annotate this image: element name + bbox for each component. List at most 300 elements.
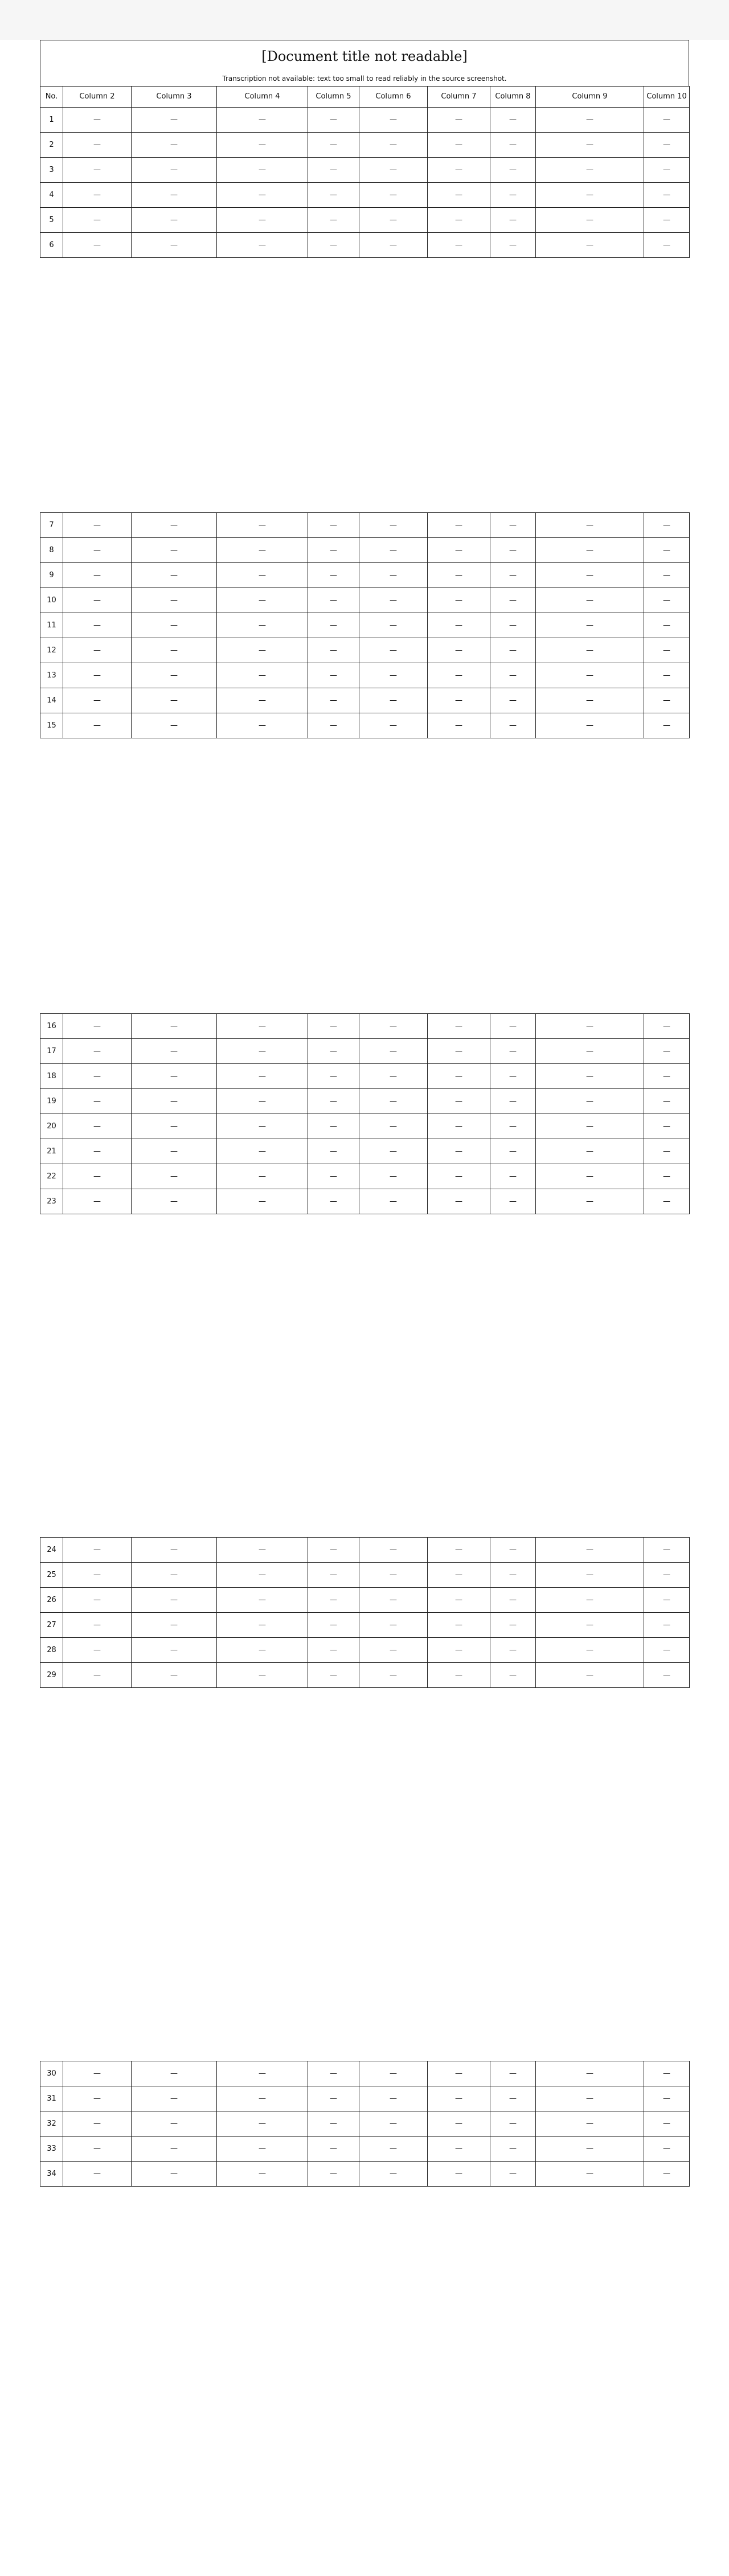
table-cell: — (63, 563, 132, 588)
table-cell: — (359, 1139, 428, 1164)
table-cell: — (359, 1588, 428, 1613)
table-cell: — (428, 1039, 490, 1064)
table-cell: — (644, 2061, 690, 2086)
table-cell: — (490, 1613, 536, 1638)
table-cell: — (63, 233, 132, 258)
table-body-4 (40, 1538, 690, 1688)
table-cell: — (536, 613, 644, 638)
table-row (40, 1613, 690, 1638)
table-cell: — (308, 1039, 359, 1064)
table-row (40, 233, 690, 258)
table-cell: — (536, 688, 644, 713)
table-cell: — (217, 158, 308, 183)
table-row (40, 1064, 690, 1089)
table-cell: — (644, 1114, 690, 1139)
table-cell: — (359, 1064, 428, 1089)
table-cell: — (359, 133, 428, 158)
table-cell: — (308, 1563, 359, 1588)
table-cell: — (217, 1663, 308, 1688)
table-row (40, 1039, 690, 1064)
table-cell: — (308, 158, 359, 183)
row-number: 26 (40, 1588, 63, 1613)
row-number: 18 (40, 1064, 63, 1089)
table-cell: — (217, 1613, 308, 1638)
table-cell: — (644, 1164, 690, 1189)
table-cell: — (63, 713, 132, 738)
row-number: 30 (40, 2061, 63, 2086)
table-cell: — (490, 1663, 536, 1688)
table-cell: — (428, 233, 490, 258)
table-cell: — (536, 1139, 644, 1164)
table-cell: — (644, 538, 690, 563)
table-cell: — (428, 158, 490, 183)
table-cell: — (217, 108, 308, 133)
table-cell: — (536, 108, 644, 133)
table-row (40, 1563, 690, 1588)
table-cell: — (217, 1139, 308, 1164)
table-cell: — (536, 133, 644, 158)
table-row (40, 1189, 690, 1214)
table-cell: — (644, 183, 690, 208)
table-cell: — (536, 2162, 644, 2187)
table-cell: — (644, 663, 690, 688)
table-cell: — (63, 638, 132, 663)
table-row (40, 2162, 690, 2187)
table-cell: — (217, 183, 308, 208)
col-header: Column 7 (428, 87, 490, 108)
row-number: 16 (40, 1014, 63, 1039)
table-cell: — (428, 1613, 490, 1638)
table-row (40, 183, 690, 208)
table-row (40, 663, 690, 688)
table-cell: — (132, 1663, 217, 1688)
table-cell: — (490, 108, 536, 133)
table-cell: — (428, 1114, 490, 1139)
table-cell: — (132, 1139, 217, 1164)
table-cell: — (490, 1039, 536, 1064)
table-cell: — (428, 108, 490, 133)
table-row (40, 588, 690, 613)
table-cell: — (359, 2162, 428, 2187)
table-cell: — (132, 2111, 217, 2137)
table-cell: — (536, 233, 644, 258)
row-number: 32 (40, 2111, 63, 2137)
table-cell: — (63, 2061, 132, 2086)
table-cell: — (132, 2137, 217, 2162)
table-cell: — (536, 1638, 644, 1663)
table-cell: — (490, 613, 536, 638)
table-row (40, 1164, 690, 1189)
table-cell: — (490, 1189, 536, 1214)
table-cell: — (536, 538, 644, 563)
table-row (40, 613, 690, 638)
table-cell: — (536, 638, 644, 663)
table-cell: — (359, 1039, 428, 1064)
table-cell: — (428, 1538, 490, 1563)
table-cell: — (359, 1189, 428, 1214)
table-cell: — (490, 1588, 536, 1613)
table-cell: — (217, 1064, 308, 1089)
table-cell: — (308, 663, 359, 688)
row-number: 9 (40, 563, 63, 588)
table-cell: — (359, 1538, 428, 1563)
table-cell: — (490, 1638, 536, 1663)
table-cell: — (536, 158, 644, 183)
table-cell: — (217, 1114, 308, 1139)
row-number: 22 (40, 1164, 63, 1189)
table-cell: — (428, 208, 490, 233)
table-cell: — (644, 1014, 690, 1039)
table-cell: — (132, 233, 217, 258)
table-cell: — (359, 1638, 428, 1663)
table-row (40, 538, 690, 563)
table-cell: — (644, 713, 690, 738)
table-cell: — (536, 513, 644, 538)
table-cell: — (490, 688, 536, 713)
row-number: 7 (40, 513, 63, 538)
table-cell: — (490, 2162, 536, 2187)
table-cell: — (490, 713, 536, 738)
row-number: 23 (40, 1189, 63, 1214)
row-number: 31 (40, 2086, 63, 2111)
table-cell: — (308, 133, 359, 158)
table-cell: — (63, 613, 132, 638)
table-cell: — (132, 1638, 217, 1663)
table-cell: — (536, 1563, 644, 1588)
table-cell: — (63, 1014, 132, 1039)
table-cell: — (536, 713, 644, 738)
table-cell: — (359, 2086, 428, 2111)
table-cell: — (536, 563, 644, 588)
table-cell: — (132, 513, 217, 538)
table-cell: — (63, 2111, 132, 2137)
table-cell: — (644, 1089, 690, 1114)
page-2 (40, 512, 689, 738)
table-row (40, 2111, 690, 2137)
table-cell: — (132, 713, 217, 738)
table-cell: — (308, 538, 359, 563)
table-cell: — (644, 133, 690, 158)
table-cell: — (359, 158, 428, 183)
table-cell: — (644, 158, 690, 183)
results-table-5 (40, 2061, 690, 2187)
row-number: 8 (40, 538, 63, 563)
table-cell: — (490, 133, 536, 158)
table-cell: — (217, 563, 308, 588)
row-number: 20 (40, 1114, 63, 1139)
table-cell: — (308, 638, 359, 663)
table-cell: — (217, 2111, 308, 2137)
table-cell: — (644, 1538, 690, 1563)
table-cell: — (308, 1164, 359, 1189)
table-cell: — (217, 1039, 308, 1064)
table-cell: — (428, 713, 490, 738)
table-cell: — (308, 108, 359, 133)
table-cell: — (63, 1089, 132, 1114)
table-cell: — (536, 1064, 644, 1089)
row-number: 1 (40, 108, 63, 133)
table-cell: — (359, 688, 428, 713)
table-cell: — (308, 1114, 359, 1139)
table-cell: — (63, 1039, 132, 1064)
table-cell: — (217, 663, 308, 688)
table-cell: — (132, 663, 217, 688)
table-cell: — (132, 208, 217, 233)
table-cell: — (63, 1538, 132, 1563)
col-header: No. (40, 87, 63, 108)
table-cell: — (63, 133, 132, 158)
table-cell: — (217, 233, 308, 258)
table-cell: — (359, 1089, 428, 1114)
table-cell: — (359, 1613, 428, 1638)
table-cell: — (490, 1114, 536, 1139)
table-cell: — (63, 1114, 132, 1139)
table-cell: — (644, 2111, 690, 2137)
table-cell: — (428, 1189, 490, 1214)
table-cell: — (536, 1114, 644, 1139)
table-cell: — (132, 1064, 217, 1089)
table-cell: — (132, 538, 217, 563)
page-4 (40, 1537, 689, 1688)
table-cell: — (359, 538, 428, 563)
table-cell: — (132, 1538, 217, 1563)
table-cell: — (359, 1014, 428, 1039)
table-cell: — (132, 1089, 217, 1114)
row-number: 12 (40, 638, 63, 663)
table-cell: — (359, 233, 428, 258)
col-header: Column 3 (132, 87, 217, 108)
row-number: 13 (40, 663, 63, 688)
table-cell: — (644, 108, 690, 133)
table-cell: — (428, 1064, 490, 1089)
table-cell: — (308, 2137, 359, 2162)
table-cell: — (536, 1014, 644, 1039)
table-cell: — (359, 613, 428, 638)
table-cell: — (428, 183, 490, 208)
table-row (40, 513, 690, 538)
table-cell: — (644, 613, 690, 638)
table-cell: — (644, 1588, 690, 1613)
table-cell: — (536, 2086, 644, 2111)
table-cell: — (217, 713, 308, 738)
table-header-row (40, 87, 690, 108)
table-cell: — (359, 2111, 428, 2137)
table-row (40, 1139, 690, 1164)
table-cell: — (63, 688, 132, 713)
table-row (40, 1588, 690, 1613)
col-header: Column 6 (359, 87, 428, 108)
table-body-3 (40, 1014, 690, 1214)
table-cell: — (132, 2086, 217, 2111)
table-cell: — (132, 688, 217, 713)
results-table-1 (40, 86, 690, 258)
table-cell: — (644, 2086, 690, 2111)
table-cell: — (536, 588, 644, 613)
table-cell: — (536, 2061, 644, 2086)
row-number: 10 (40, 588, 63, 613)
table-cell: — (308, 1613, 359, 1638)
table-cell: — (428, 1089, 490, 1114)
row-number: 25 (40, 1563, 63, 1588)
table-cell: — (308, 613, 359, 638)
table-cell: — (217, 1588, 308, 1613)
table-cell: — (63, 2086, 132, 2111)
table-cell: — (132, 1039, 217, 1064)
table-cell: — (490, 1089, 536, 1114)
table-cell: — (308, 183, 359, 208)
table-cell: — (428, 513, 490, 538)
table-cell: — (428, 133, 490, 158)
table-cell: — (217, 2162, 308, 2187)
row-number: 21 (40, 1139, 63, 1164)
table-row (40, 133, 690, 158)
table-cell: — (132, 638, 217, 663)
table-cell: — (63, 513, 132, 538)
transcription-notice: Transcription not available: text too small to read reliably in the source screenshot. (40, 72, 689, 86)
row-number: 2 (40, 133, 63, 158)
row-number: 14 (40, 688, 63, 713)
table-row (40, 2086, 690, 2111)
table-cell: — (308, 513, 359, 538)
col-header: Column 2 (63, 87, 132, 108)
table-cell: — (63, 158, 132, 183)
table-cell: — (63, 538, 132, 563)
table-cell: — (644, 1613, 690, 1638)
table-cell: — (308, 588, 359, 613)
table-row (40, 563, 690, 588)
table-cell: — (63, 1638, 132, 1663)
table-cell: — (217, 638, 308, 663)
table-cell: — (490, 1164, 536, 1189)
table-cell: — (63, 1613, 132, 1638)
table-cell: — (132, 2162, 217, 2187)
page-5 (40, 2061, 689, 2187)
table-cell: — (644, 233, 690, 258)
table-cell: — (132, 158, 217, 183)
table-cell: — (644, 1563, 690, 1588)
table-cell: — (217, 133, 308, 158)
table-cell: — (359, 108, 428, 133)
table-cell: — (428, 2086, 490, 2111)
table-cell: — (644, 1663, 690, 1688)
table-cell: — (359, 1663, 428, 1688)
table-body-1 (40, 108, 690, 258)
table-cell: — (308, 233, 359, 258)
table-cell: — (490, 538, 536, 563)
table-cell: — (490, 2137, 536, 2162)
page-3 (40, 1013, 689, 1214)
table-cell: — (217, 1189, 308, 1214)
table-cell: — (217, 1164, 308, 1189)
table-cell: — (217, 1538, 308, 1563)
table-row (40, 2137, 690, 2162)
table-cell: — (490, 1538, 536, 1563)
table-row (40, 208, 690, 233)
table-cell: — (428, 588, 490, 613)
table-cell: — (490, 513, 536, 538)
row-number: 29 (40, 1663, 63, 1688)
table-cell: — (428, 2061, 490, 2086)
col-header: Column 5 (308, 87, 359, 108)
table-cell: — (536, 208, 644, 233)
table-cell: — (428, 1164, 490, 1189)
table-cell: — (132, 1588, 217, 1613)
table-cell: — (132, 1613, 217, 1638)
table-cell: — (359, 638, 428, 663)
row-number: 6 (40, 233, 63, 258)
table-cell: — (644, 208, 690, 233)
table-cell: — (359, 1563, 428, 1588)
table-cell: — (132, 1164, 217, 1189)
table-cell: — (359, 2137, 428, 2162)
col-header: Column 9 (536, 87, 644, 108)
table-cell: — (308, 2111, 359, 2137)
table-cell: — (63, 108, 132, 133)
table-row (40, 1114, 690, 1139)
col-header: Column 4 (217, 87, 308, 108)
table-row (40, 688, 690, 713)
table-cell: — (132, 588, 217, 613)
table-cell: — (359, 513, 428, 538)
table-cell: — (217, 688, 308, 713)
table-cell: — (217, 1089, 308, 1114)
table-cell: — (359, 1114, 428, 1139)
table-cell: — (63, 208, 132, 233)
table-cell: — (132, 563, 217, 588)
table-cell: — (308, 2086, 359, 2111)
table-cell: — (428, 2162, 490, 2187)
table-cell: — (644, 1638, 690, 1663)
table-cell: — (308, 688, 359, 713)
table-cell: — (490, 2061, 536, 2086)
table-cell: — (132, 613, 217, 638)
table-cell: — (63, 1139, 132, 1164)
table-cell: — (536, 1189, 644, 1214)
table-cell: — (308, 1089, 359, 1114)
table-cell: — (132, 133, 217, 158)
table-cell: — (428, 1638, 490, 1663)
table-cell: — (428, 1014, 490, 1039)
table-cell: — (132, 1014, 217, 1039)
table-cell: — (644, 638, 690, 663)
row-number: 17 (40, 1039, 63, 1064)
table-cell: — (359, 1164, 428, 1189)
row-number: 33 (40, 2137, 63, 2162)
table-cell: — (428, 538, 490, 563)
table-cell: — (217, 513, 308, 538)
table-cell: — (644, 1139, 690, 1164)
row-number: 24 (40, 1538, 63, 1563)
table-body-5 (40, 2061, 690, 2187)
table-cell: — (536, 1588, 644, 1613)
table-cell: — (490, 1139, 536, 1164)
table-row (40, 1663, 690, 1688)
table-cell: — (536, 1538, 644, 1563)
table-cell: — (132, 2061, 217, 2086)
row-number: 11 (40, 613, 63, 638)
table-cell: — (644, 2162, 690, 2187)
table-cell: — (490, 1563, 536, 1588)
table-cell: — (308, 1139, 359, 1164)
table-cell: — (644, 563, 690, 588)
document-title: [Document title not readable] (40, 40, 689, 72)
table-cell: — (308, 1638, 359, 1663)
table-cell: — (63, 1563, 132, 1588)
table-cell: — (217, 1014, 308, 1039)
table-cell: — (359, 183, 428, 208)
table-cell: — (63, 1189, 132, 1214)
table-body-2 (40, 513, 690, 738)
